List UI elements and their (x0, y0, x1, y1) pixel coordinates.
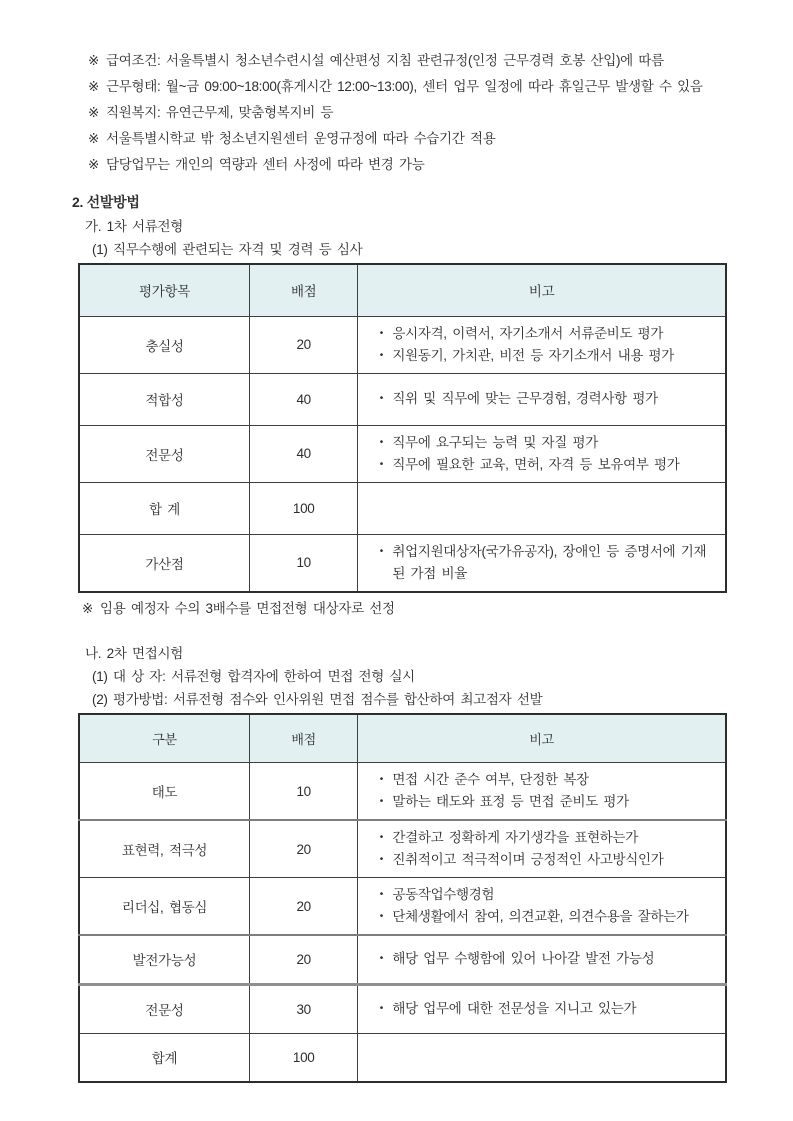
row-label: 전문성 (79, 425, 250, 482)
bullet-icon: • (379, 911, 383, 922)
row-label: 리더십, 협동심 (79, 878, 250, 936)
row-remarks (358, 935, 726, 984)
row-remarks (358, 820, 726, 878)
reference-mark-icon: ※ (88, 79, 100, 94)
remark-text: 말하는 태도와 표정 등 면접 준비도 평가 (392, 794, 629, 809)
note-text: 서울특별시학교 밖 청소년지원센터 운영규정에 따라 수습기간 적용 (106, 131, 496, 146)
row-remarks (358, 1033, 726, 1082)
row-remarks (358, 373, 726, 425)
row-score: 40 (250, 425, 358, 482)
row-label: 적합성 (79, 373, 250, 425)
row-score: 10 (250, 534, 358, 592)
header-eval-item: 평가항목 (79, 264, 250, 316)
row-score: 30 (250, 984, 358, 1033)
note-text: 담당업무는 개인의 역량과 센터 사정에 따라 변경 가능 (106, 157, 425, 172)
bullet-icon: • (379, 796, 383, 807)
remark-item (370, 884, 717, 906)
reference-mark-icon: ※ (82, 600, 94, 616)
remark-item (370, 388, 717, 410)
note-duty-change (72, 152, 735, 178)
row-label: 발전가능성 (79, 935, 250, 984)
bullet-icon: • (379, 458, 383, 470)
row-label: 합계 (79, 1033, 250, 1082)
table-row (79, 316, 726, 373)
subsection-a-desc: (1) 직무수행에 관련되는 자격 및 경력 등 심사 (92, 242, 363, 257)
row-label: 충실성 (79, 316, 250, 373)
header-remarks: 비고 (358, 264, 726, 316)
remark-item (370, 454, 717, 476)
bullet-icon: • (379, 393, 383, 404)
remark-item (370, 827, 717, 849)
remark-item (370, 345, 717, 367)
row-remarks (358, 425, 726, 482)
bullet-icon: • (379, 953, 383, 965)
remark-text: 면접 시간 준수 여부, 단정한 복장 (392, 772, 589, 787)
header-category: 구분 (79, 714, 250, 763)
table-row (79, 763, 726, 821)
row-label: 전문성 (79, 984, 250, 1033)
header-score: 배점 (250, 714, 358, 763)
intro-notes (72, 48, 735, 178)
table-row-total (79, 482, 726, 534)
note-welfare (72, 100, 735, 126)
table-row (79, 935, 726, 984)
remark-text: 취업지원대상자(국가유공자), 장애인 등 증명서에 기재된 가점 비율 (392, 543, 707, 581)
remark-text: 진취적이고 적극적이며 긍정적인 사고방식인가 (392, 852, 664, 867)
row-label: 태도 (79, 763, 250, 821)
row-score: 20 (250, 878, 358, 936)
bullet-icon: • (379, 327, 383, 339)
reference-mark-icon: ※ (88, 53, 100, 68)
note-salary (72, 48, 735, 74)
footnote-text: 임용 예정자 수의 3배수를 면접전형 대상자로 선정 (100, 600, 395, 616)
row-remarks (358, 316, 726, 373)
note-work-hours (72, 74, 735, 100)
table1-footnote (72, 598, 735, 620)
bullet-icon: • (379, 436, 383, 448)
table-row (79, 534, 726, 592)
remark-item (370, 541, 717, 585)
table-row (79, 425, 726, 482)
remark-text: 응시자격, 이력서, 자기소개서 서류준비도 평가 (392, 325, 664, 341)
table-header-row (79, 714, 726, 763)
remark-text: 해당 업무 수행함에 있어 나아갈 발전 가능성 (392, 951, 655, 967)
row-remarks (358, 482, 726, 534)
remark-item (370, 906, 717, 928)
row-score: 20 (250, 935, 358, 984)
note-text: 직원복지: 유연근무제, 맞춤형복지비 등 (106, 105, 334, 120)
remark-text: 공동작업수행경험 (392, 887, 495, 902)
header-remarks: 비고 (358, 714, 726, 763)
row-remarks (358, 763, 726, 821)
remark-item (370, 998, 717, 1020)
reference-mark-icon: ※ (88, 157, 100, 172)
row-remarks (358, 984, 726, 1033)
row-remarks (358, 534, 726, 592)
bullet-icon: • (379, 1003, 383, 1014)
row-score: 40 (250, 373, 358, 425)
row-score: 20 (250, 316, 358, 373)
row-score: 20 (250, 820, 358, 878)
table-row (79, 878, 726, 936)
document-screening-table (78, 263, 727, 593)
table-row (79, 820, 726, 878)
remark-text: 직무에 필요한 교육, 면허, 자격 등 보유여부 평가 (392, 456, 680, 472)
bullet-icon: • (379, 774, 383, 785)
row-score: 100 (250, 1033, 358, 1082)
remark-text: 간결하고 정확하게 자기생각을 표현하는가 (392, 830, 639, 845)
table-row (79, 984, 726, 1033)
remark-text: 해당 업무에 대한 전문성을 지니고 있는가 (392, 1001, 637, 1016)
reference-mark-icon: ※ (88, 105, 100, 120)
remark-item (370, 769, 717, 791)
bullet-icon: • (379, 349, 383, 361)
table-row-total (79, 1033, 726, 1082)
remark-text: 지원동기, 가치관, 비전 등 자기소개서 내용 평가 (392, 347, 675, 363)
subsection-b-title: 나. 2차 면접시험 (85, 645, 184, 661)
remark-item (370, 323, 717, 345)
bullet-icon: • (379, 545, 383, 557)
remark-item (370, 948, 717, 970)
section-heading: 2. 선발방법 (72, 194, 140, 210)
row-label: 가산점 (79, 534, 250, 592)
row-label: 합 계 (79, 482, 250, 534)
note-text: 급여조건: 서울특별시 청소년수련시설 예산편성 지침 관련규정(인정 근무경력 호봉 산입)에 따름 (106, 53, 664, 68)
bullet-icon: • (379, 854, 383, 865)
remark-text: 직무에 요구되는 능력 및 자질 평가 (392, 434, 598, 450)
row-score: 10 (250, 763, 358, 821)
row-score: 100 (250, 482, 358, 534)
remark-text: 단체생활에서 참여, 의견교환, 의견수용을 잘하는가 (392, 909, 689, 924)
remark-item (370, 849, 717, 871)
remark-item (370, 432, 717, 454)
bullet-icon: • (379, 832, 383, 843)
subsection-b-desc1: (1) 대 상 자: 서류전형 합격자에 한하여 면접 전형 실시 (92, 668, 415, 684)
reference-mark-icon: ※ (88, 131, 100, 146)
row-remarks (358, 878, 726, 936)
table-header-row (79, 264, 726, 316)
subsection-a-title: 가. 1차 서류전형 (85, 219, 184, 234)
interview-eval-table (78, 713, 727, 1084)
note-text: 근무형태: 월~금 09:00~18:00(휴게시간 12:00~13:00), 센터 업무 일정에 따라 휴일근무 발생할 수 있음 (106, 79, 703, 94)
note-probation (72, 126, 735, 152)
subsection-b-desc2: (2) 평가방법: 서류전형 점수와 인사위원 면접 점수를 합산하여 최고점자 선발 (92, 691, 543, 707)
table-row (79, 373, 726, 425)
header-score: 배점 (250, 264, 358, 316)
remark-item (370, 791, 717, 813)
bullet-icon: • (379, 889, 383, 900)
remark-text: 직위 및 직무에 맞는 근무경험, 경력사항 평가 (392, 391, 658, 406)
row-label: 표현력, 적극성 (79, 820, 250, 878)
